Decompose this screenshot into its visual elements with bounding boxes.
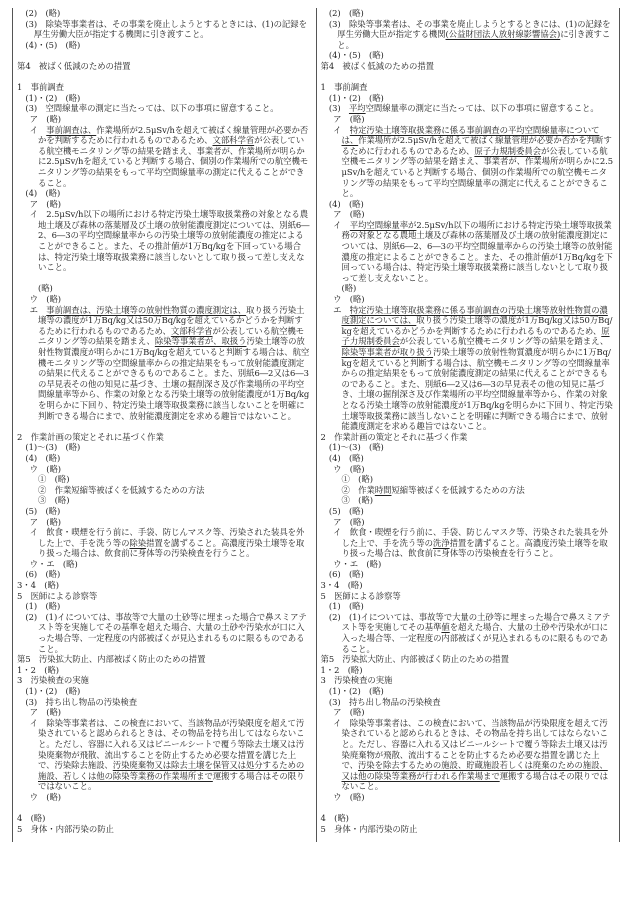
current-text-cell: [316, 654, 620, 665]
amended-text: 原子力規制委員会: [341, 325, 610, 347]
text-segment: が公表している航空機モニタリング等の結果を踏まえ、: [399, 336, 609, 347]
blank-line: [321, 803, 615, 814]
paragraph: [321, 591, 615, 602]
text-segment: ア (略): [29, 707, 62, 718]
comparison-table: [12, 8, 620, 842]
text-segment: 汚染土壌等の放射性物質濃度が明らかに1万Bq/kgを超えていると判断する場合は、航空機モニタリング等の空間線量率からの推定結果をもって放射能濃度測定の結果に代えることができるものであること。また、別紙6―2又は6―3の早見表その他の知見に基づき、土壌の掘削深さ及び作業場所の平均空間線量率等から、作業の対象となる汚染土壌等の放射能濃度が1万Bq/kgを明らかに下回り、特定汚染土壌等取扱業務に該当しないことを明確に判断できる場合にまで、放射能濃度測定を求める趣旨ではないこと。: [38, 336, 310, 421]
section-row: [13, 591, 620, 655]
text-segment: ア (略): [333, 209, 365, 220]
text-segment: 3・4 (略): [320, 580, 363, 591]
text-segment: 5 身体・内部汚染の防止: [320, 823, 418, 834]
paragraph: [321, 506, 615, 517]
text-segment: イ 除染等事業者は、この検査において、当該物品が汚染限度を超えて汚染されていると認められるときは、その物品を持ち出してはならないこと。ただし、容器に入れる又はビニールシートで覆う等除去土壌又は汚染廃棄物が飛散、流出することを防止するため必要な措置を講じた上で、: [333, 717, 608, 771]
paragraph: [321, 813, 615, 824]
current-text-cell: [316, 824, 620, 843]
text-segment: (3) 空間線量率の測定に当たっては、以下の事項に留意すること。: [25, 103, 279, 114]
text-segment: ウ (略): [29, 294, 62, 305]
text-segment: が公表している航空機モニタリング等の結果を踏まえ、事業者が、作業場所が明らかに2.5μSv/hを超えていると判断する場合、個別の作業場所での航空機モニタリング等の結果をもって平均空間線量率の測定に代えることができること。: [341, 145, 614, 199]
paragraph: [17, 464, 311, 475]
text-segment: 空間線量率の測定に当たっては、以下の事項に留意すること。: [365, 103, 599, 114]
text-segment: イ: [333, 219, 350, 230]
paragraph: [321, 559, 615, 570]
paragraph: [321, 103, 615, 114]
text-segment: (4)・(5) (略): [25, 39, 81, 50]
paragraph: [321, 220, 615, 284]
text-segment: 3 汚染検査の実施: [17, 675, 89, 686]
paragraph: [321, 527, 615, 559]
text-segment: イ: [333, 124, 350, 135]
text-segment: イ: [29, 124, 47, 135]
paragraph: [17, 485, 311, 496]
paragraph: [17, 569, 311, 580]
paragraph: [17, 654, 311, 665]
text-segment: が公表している航空機モニタリング等の結果を踏まえ、事業者が、作業場所が明らかに2.5μSv/hを超えていると判断する場合、個別の作業場所での航空機モニタリング等の結果をもって平均空間線量率の測定に代えることができること。: [38, 135, 309, 188]
text-segment: 第4 被ばく低減のための措置: [320, 60, 435, 71]
paragraph: [17, 612, 311, 654]
revised-text-cell: [13, 675, 317, 813]
text-segment: ア (略): [29, 516, 62, 527]
amended-text: 汚染を除去するための施設、貯蔵施設若しくは廃棄のための施設、又は他の除染等業務が行われる作業場まで: [341, 760, 608, 781]
text-segment: 2 作業計画の策定とそれに基づく作業: [17, 431, 164, 442]
paragraph: [17, 93, 311, 104]
current-text-cell: [316, 61, 620, 432]
paragraph: [17, 474, 311, 485]
text-segment: 短縮等被ばくを低減するための方法: [391, 484, 525, 495]
paragraph: [17, 453, 311, 464]
section-row: [13, 675, 620, 813]
current-text-cell: [316, 591, 620, 655]
text-segment: エ: [333, 304, 350, 315]
paragraph: [17, 103, 311, 114]
text-segment: が公表している航空機モニタリング等の結果を踏まえ、: [38, 325, 305, 347]
paragraph: [17, 813, 311, 824]
text-segment: (3): [328, 103, 349, 114]
section-row: [13, 8, 620, 61]
section-row: [13, 61, 620, 432]
paragraph: [321, 199, 615, 210]
paragraph: [321, 675, 615, 686]
paragraph: [321, 432, 615, 443]
text-segment: (4)・(5) (略): [328, 50, 384, 61]
amended-text: 原子力規制委員会: [474, 145, 541, 156]
current-text-cell: [316, 675, 620, 813]
text-segment: 4 (略): [17, 813, 46, 824]
paragraph: [321, 601, 615, 612]
paragraph: [17, 707, 311, 718]
paragraph: [321, 580, 615, 591]
text-segment: (2) (1)イについては、事故等で大量の土砂等に埋まった場合で鼻スミアテスト等を実施してその基準を超えた場合、大量の土砂や汚染水が口に入った場合等、一定程度の内部被ばくが見込まれるものに限るものであること。: [25, 611, 307, 654]
revised-text-cell: [13, 813, 317, 824]
amended-text: 汚染廃棄物又は除去土壌を保管又は処分するための施設、若しくは他の除染等業務の作業場所まで: [38, 760, 305, 781]
text-segment: 1・2 (略): [17, 664, 59, 675]
text-segment: を超えた場合、大量の土砂や汚染水が口に入った場合等、一定程度の内部被ばくが見込まれるものに限るものであること。: [341, 622, 608, 654]
text-segment: (1)～(3) (略): [328, 442, 384, 453]
text-segment: ウ・エ (略): [333, 558, 382, 569]
text-segment: ア (略): [333, 113, 365, 124]
text-segment: ① (略): [341, 474, 373, 485]
revised-text-cell: [13, 61, 317, 432]
text-segment: (1)・(2) (略): [25, 686, 81, 696]
text-segment: (1)・(2) (略): [328, 92, 384, 103]
text-segment: 1・2 (略): [320, 664, 363, 675]
amended-text: 平均空間線量率が: [349, 219, 417, 230]
paragraph: [17, 114, 311, 125]
revised-text-cell: [13, 8, 317, 61]
paragraph: [321, 665, 615, 676]
paragraph: [17, 283, 311, 294]
paragraph: [321, 707, 615, 718]
text-segment: 汚染土壌等の放射性物質濃度が明らかに1万Bq/kgを超えていると判断する場合は、航空機モニタリング等の空間線量率からの推定結果をもって放射能濃度測定の結果に代えることができるものであること。また、別紙6―2又は6―3の早見表その他の知見に基づき、土壌の掘削深さ及び作業場所の平均空間線量率等から、作業の対象となる汚染土壌等の放射能濃度が1万Bq/kgを明らかに下回り、特定汚染土壌等取扱業務に該当しないことを明確に判断できる場合にまで、放射能濃度測定を求める趣旨ではないこと。: [341, 347, 613, 432]
paragraph: [321, 697, 615, 708]
paragraph: [17, 125, 311, 189]
paragraph: [321, 569, 615, 580]
text-segment: 2.5μSv/h以下の場所における特定汚染土壌等取扱業務の対象となる農地土壌及び森林の落葉層及び土壌の放射能濃度測定については、別紙6―2、6―3の平均空間線量率からの汚染土壌等の放射能濃度の推定によることができること。また、その推計値が1万Bq/kgを下回っている場合は、特定汚染土壌等取扱業務に該当しないとして取り扱って差し支えないこと。: [341, 219, 613, 283]
paragraph: [321, 442, 615, 453]
section-row: [13, 824, 620, 843]
paragraph: [17, 61, 311, 72]
text-segment: (1)・(2) (略): [25, 92, 81, 103]
current-text-cell: [316, 813, 620, 824]
paragraph: [17, 495, 311, 506]
paragraph: [321, 612, 615, 654]
text-segment: 5 医師による診察等: [17, 590, 98, 601]
paragraph: [17, 675, 311, 686]
text-segment: イ 2.5μSv/h以下の場所における特定汚染土壌等取扱業務の対象となる農地土壌及び森林の落葉層及び土壌の放射能濃度測定については、別紙6―2、6―3の平均空間線量率からの汚染土壌等の放射能濃度の推定によることができること。また、その推計値が1万Bq/kgを下回っている場合は、特定汚染土壌等取扱業務に該当しないとして取り扱って差し支えないこと。: [29, 209, 310, 273]
section-row: [13, 432, 620, 580]
current-text-cell: [316, 8, 620, 61]
paragraph: [17, 40, 311, 51]
text-segment: 第4 被ばく低減のための措置: [17, 60, 131, 71]
paragraph: [17, 209, 311, 273]
current-text-cell: [316, 665, 620, 676]
blank-line: [321, 72, 615, 83]
amended-text: 平均: [348, 103, 366, 114]
amended-text: 事前調査は、汚染土壌等の放射性物質の濃度測定は、: [46, 304, 247, 315]
text-segment: ウ (略): [29, 791, 62, 802]
paragraph: [321, 114, 615, 125]
paragraph: [321, 294, 615, 305]
paragraph: [17, 559, 311, 570]
paragraph: [17, 188, 311, 199]
text-segment: ③ (略): [341, 495, 373, 506]
revised-text-cell: [13, 591, 317, 655]
text-segment: 5 医師による診察等: [320, 590, 401, 601]
paragraph: [321, 517, 615, 528]
text-segment: (1) (略): [328, 601, 364, 612]
text-segment: 5 身体・内部汚染の防止: [17, 823, 114, 834]
text-segment: イ 飲食・喫煙を行う前に、手袋、防じんマスク等、汚染された装具を外した上で、手を洗う等の: [29, 527, 305, 548]
section-row: [13, 665, 620, 676]
text-segment: 4 (略): [320, 813, 349, 824]
amended-text: 事前調査は、: [46, 124, 97, 135]
text-segment: 措置を講ずること。高濃度汚染土壌等を取り扱った場合は、飲食前に身体等の汚染検査を行うこと。: [341, 537, 608, 559]
text-segment: (1)～(3) (略): [25, 442, 81, 453]
text-segment: ② 作業: [341, 484, 375, 495]
text-segment: (2) (略): [25, 8, 61, 18]
text-segment: (5) (略): [328, 505, 364, 516]
paragraph: [321, 82, 615, 93]
text-segment: (3) 除染等事業者は、その事業を廃止しようとするときには、(1)の記録を厚生労働大臣が指定する機関: [328, 18, 611, 40]
current-text-cell: [316, 580, 620, 591]
text-segment: ア (略): [29, 113, 62, 124]
paragraph: [321, 61, 615, 72]
text-segment: 運搬する場合はその限りではないこと。: [38, 770, 305, 792]
paragraph: [17, 527, 311, 559]
paragraph: [321, 19, 615, 51]
text-segment: ② 作業短縮等被ばくを低減するための方法: [38, 484, 205, 495]
text-segment: ウ (略): [333, 294, 365, 305]
amended-text: 除染等事業者が取り扱う: [341, 347, 434, 357]
text-segment: 1 事前調査: [17, 82, 64, 93]
paragraph: [321, 686, 615, 697]
paragraph: [17, 442, 311, 453]
paragraph: [17, 199, 311, 210]
text-segment: (5) (略): [25, 505, 61, 516]
paragraph: [321, 283, 615, 294]
paragraph: [17, 8, 311, 19]
amended-text: 文部科学省: [212, 135, 255, 146]
text-segment: ア (略): [29, 198, 62, 209]
text-segment: 取り扱う汚染土壌等の濃度が1万Bq/kg又は50万Bq/kgを超えているかどうかを判断するために行われるものであるため、: [341, 315, 613, 336]
text-segment: ウ・エ (略): [29, 558, 78, 569]
amended-text: (公益財団法人放射線影響協会): [445, 29, 561, 40]
text-segment: (3) 持ち出し物品の汚染検査: [328, 696, 441, 707]
blank-line: [17, 72, 311, 83]
revised-text-cell: [13, 432, 317, 580]
text-segment: 作業場所が2.5μSv/hを超えて被ばく線量管理が必要か否かを判断するために行われるものであるため、: [38, 124, 309, 146]
text-segment: (3) 持ち出し物品の汚染検査: [25, 696, 138, 707]
text-segment: 作業場所が2.5μSv/hを超えて被ばく線量管理が必要か否かを判断するために行われるものであるため、: [341, 135, 612, 156]
text-segment: (6) (略): [328, 569, 364, 580]
text-segment: ア (略): [333, 707, 365, 718]
text-segment: 措置を講ずること。高濃度汚染土壌等を取り扱った場合は、飲食前に身体等の汚染検査を行うこと。: [38, 537, 305, 559]
text-segment: 取り扱う汚染土壌等の濃度が1万Bq/kg又は50万Bq/kgを超えているかどうかを判断するために行われるものであるため、: [38, 304, 305, 336]
section-row: [13, 654, 620, 665]
paragraph: [17, 294, 311, 305]
text-segment: ウ (略): [333, 463, 365, 474]
paragraph: [321, 474, 615, 485]
text-segment: (4) (略): [328, 198, 364, 209]
paragraph: [321, 824, 615, 835]
paragraph: [321, 485, 615, 496]
text-segment: 2 作業計画の策定とそれに基づく作業: [320, 431, 468, 442]
revised-text-cell: [13, 824, 317, 843]
text-segment: 第5 汚染拡大防止、内部被ばく防止のための措置: [17, 654, 206, 665]
paragraph: [17, 517, 311, 528]
text-segment: (略): [341, 283, 357, 294]
current-text-cell: [316, 432, 620, 580]
text-segment: 1 事前調査: [320, 82, 368, 93]
blank-line: [17, 273, 311, 284]
paragraph: [321, 8, 615, 19]
text-segment: に引き渡すこと。: [337, 29, 611, 50]
text-segment: ① (略): [38, 474, 70, 485]
paragraph: [321, 93, 615, 104]
paragraph: [17, 686, 311, 697]
paragraph: [17, 506, 311, 517]
amended-text: 時間: [374, 484, 392, 495]
amended-text: 除染等事業者が、取扱う: [154, 336, 247, 347]
text-segment: (4) (略): [25, 452, 61, 463]
amended-text: 洗浄: [432, 537, 450, 548]
paragraph: [17, 591, 311, 602]
text-segment: ア (略): [333, 516, 365, 527]
paragraph: [17, 665, 311, 676]
paragraph: [17, 82, 311, 93]
text-segment: 3・4 (略): [17, 580, 59, 591]
text-segment: 第5 汚染拡大防止、内部被ばく防止のための措置: [320, 654, 509, 665]
amended-text: 特定汚染土壌等取扱業務に係る事前調査の汚染土壌等放射性物質の濃度測定については、: [341, 304, 608, 326]
revised-text-cell: [13, 654, 317, 665]
text-segment: (2) (略): [328, 8, 364, 18]
amended-text: 値: [441, 622, 450, 633]
paragraph: [321, 125, 615, 199]
paragraph: [17, 718, 311, 792]
text-segment: 3 汚染検査の実施: [320, 675, 393, 686]
paragraph: [321, 792, 615, 803]
amended-text: 特定汚染土壌等取扱業務に係る事前調査の平均空間線量率については、: [341, 124, 600, 146]
text-segment: (略): [38, 283, 53, 294]
text-segment: (4) (略): [25, 188, 61, 199]
paragraph: [321, 305, 615, 432]
amended-text: 文部科学省: [170, 325, 213, 336]
paragraph: [321, 453, 615, 464]
text-segment: イ 除染等事業者は、この検査において、当該物品が汚染限度を超えて汚染されていると認められるときは、その物品を持ち出してはならないこと。ただし、容器に入れる又はビニールシートで覆う等除去土壌又は汚染廃棄物が飛散、流出することを防止するため必要な措置を講じた上で、汚染除去施設、: [29, 717, 305, 771]
paragraph: [321, 718, 615, 792]
paragraph: [17, 697, 311, 708]
section-row: [13, 580, 620, 591]
paragraph: [321, 50, 615, 61]
text-segment: ウ (略): [29, 463, 62, 474]
paragraph: [321, 464, 615, 475]
revised-text-cell: [13, 665, 317, 676]
text-segment: エ: [29, 304, 47, 315]
paragraph: [17, 432, 311, 443]
paragraph: [17, 601, 311, 612]
revised-text-cell: [13, 580, 317, 591]
text-segment: 運搬する場合はその限りではないこと。: [341, 770, 608, 792]
paragraph: [17, 19, 311, 40]
text-segment: (2) (1)イについては、事故等で大量の土砂等に埋まった場合で鼻スミアテスト等を実施してその基準: [328, 611, 611, 633]
paragraph: [17, 580, 311, 591]
text-segment: (4) (略): [328, 452, 364, 463]
paragraph: [17, 792, 311, 803]
amended-text: 除染: [129, 537, 147, 548]
paragraph: [321, 654, 615, 665]
section-row: [13, 813, 620, 824]
paragraph: [321, 209, 615, 220]
text-segment: (6) (略): [25, 569, 61, 580]
text-segment: イ 飲食・喫煙を行う前に、手袋、防じんマスク等、汚染された装具を外した上で、手を洗う等の: [333, 527, 608, 548]
paragraph: [17, 824, 311, 835]
paragraph: [17, 305, 311, 422]
text-segment: ③ (略): [38, 495, 70, 506]
paragraph: [321, 495, 615, 506]
text-segment: (1) (略): [25, 601, 61, 612]
blank-line: [17, 803, 311, 814]
text-segment: ウ (略): [333, 791, 365, 802]
text-segment: (3) 除染等事業者は、その事業を廃止しようとするときには、(1)の記録を厚生労働大臣が指定する機関に引き渡すこと。: [25, 18, 307, 40]
text-segment: (1)・(2) (略): [328, 686, 384, 696]
